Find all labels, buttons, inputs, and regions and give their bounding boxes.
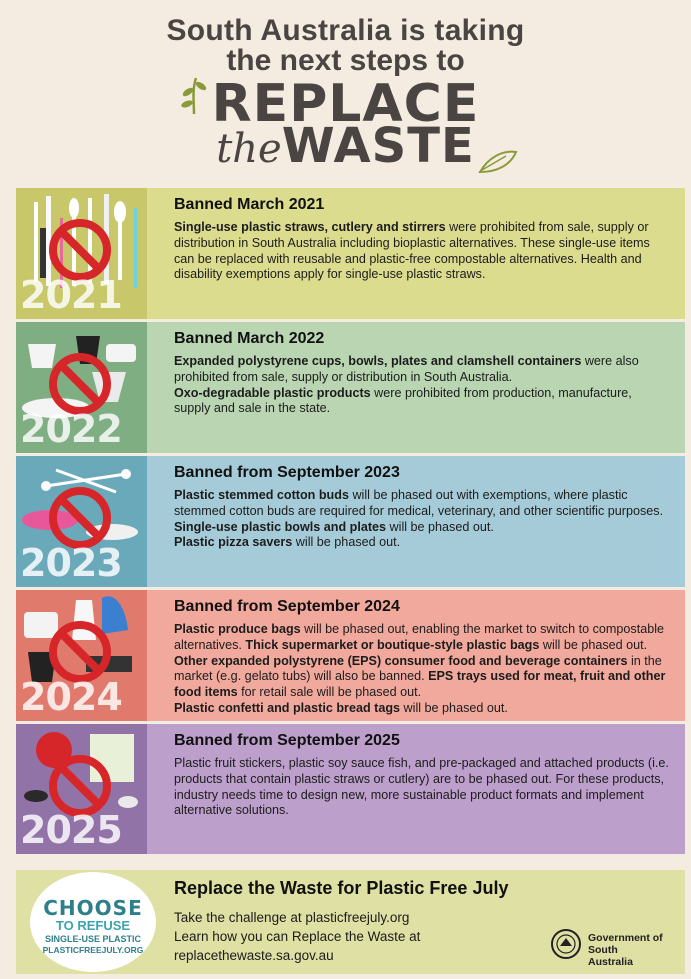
band-title: Banned March 2021 — [174, 196, 325, 213]
emphasis-text: Single-use plastic straws, cutlery and stirrers — [174, 220, 446, 234]
emphasis-text: EPS trays used for meat, fruit and other food items — [174, 669, 666, 700]
thumb-2021 — [16, 188, 147, 319]
year-label: 2024 — [20, 675, 122, 719]
leaf-icon — [478, 148, 518, 174]
poster-header — [0, 0, 691, 180]
band-body: Plastic stemmed cotton buds will be phased out with exemptions, where plastic stemmed cotton buds are required for medical, veterinary, and other scientific purposes. Single-use plastic bowls and plates will be phased out. Plastic pizza savers will be phased out. — [174, 488, 664, 550]
emphasis-text: Single-use plastic bowls and plates — [174, 519, 387, 534]
band-title: Banned from September 2024 — [174, 598, 400, 615]
band-2024 — [16, 590, 685, 721]
choose-to-refuse-badge — [30, 872, 156, 972]
header-line-2: the next steps to — [226, 44, 465, 77]
gov-line-1: Government of — [588, 932, 663, 944]
emphasis-text: Oxo-degradable plastic products — [174, 385, 371, 400]
header-replace: REPLACE — [211, 74, 480, 134]
thumb-2024 — [16, 590, 147, 721]
thumb-2023 — [16, 456, 147, 587]
header-line-1: South Australia is taking — [166, 14, 525, 47]
badge-line-1: CHOOSE — [43, 896, 143, 920]
band-body: Plastic fruit stickers, plastic soy sauce fish, and pre-packaged and attached products (i.e. products that contain plastic straws or cutlery) are to be phased out. For these products, industry needs time to design new, more sustainable product formats and implement alternative solutions. — [174, 756, 669, 818]
footer-line-1: Take the challenge at plasticfreejuly.org — [174, 910, 410, 925]
gov-line-2: South Australia — [588, 944, 633, 968]
band-title: Banned March 2022 — [174, 330, 325, 347]
band-body: Single-use plastic straws, cutlery and stirrers were prohibited from sale, supply or distribution in South Australia including bioplastic alternatives. These single-use items can be replaced with reusable and plastic-free compostable alternatives. Health and disability exemptions apply for single-use plastic straws. — [174, 220, 650, 282]
band-body: Plastic produce bags will be phased out, enabling the market to switch to compostable alternatives. Thick supermarket or boutique-style plastic bags will be phased out. Other expanded polystyrene (EPS) consumer food and beverage containers in the market (e.g. gelato tubs) will also be banned. EPS trays used for meat, fruit and other food items for retail sale will be phased out. Plastic confetti and plastic bread tags will be phased out. — [174, 622, 666, 715]
thumb-2022 — [16, 322, 147, 453]
emphasis-text: Other expanded polystyrene (EPS) consumer food and beverage containers — [174, 653, 628, 668]
band-2021 — [16, 188, 685, 319]
crest-icon — [550, 928, 582, 960]
header-the-waste — [0, 118, 691, 174]
year-label: 2021 — [20, 273, 122, 317]
band-body: Expanded polystyrene cups, bowls, plates and clamshell containers were also prohibited from sale, supply or distribution in South Australia. Oxo-degradable plastic products were prohibited from production, manufacture, supply and sale in the state. — [174, 354, 639, 416]
year-label: 2023 — [20, 541, 122, 585]
year-label: 2025 — [20, 808, 122, 852]
band-title: Banned from September 2023 — [174, 464, 400, 481]
header-the: the — [216, 126, 282, 172]
band-2025 — [16, 724, 685, 854]
band-title: Banned from September 2025 — [174, 732, 400, 749]
thumb-2025 — [16, 724, 147, 854]
badge-line-3: SINGLE-USE PLASTIC — [44, 934, 141, 944]
badge-line-4: PLASTICFREEJULY.ORG — [42, 945, 144, 955]
emphasis-text: Plastic produce bags — [174, 622, 301, 636]
badge-line-2: TO REFUSE — [55, 918, 131, 933]
emphasis-text: Plastic pizza savers — [174, 535, 293, 550]
emphasis-text: Plastic confetti and plastic bread tags — [174, 700, 401, 715]
footer — [16, 870, 685, 974]
emphasis-text: Expanded polystyrene cups, bowls, plates and clamshell containers — [174, 354, 582, 368]
footer-title: Replace the Waste for Plastic Free July — [174, 878, 509, 898]
leaf-icon — [180, 74, 210, 116]
footer-line-3: replacethewaste.sa.gov.au — [174, 948, 334, 963]
year-label: 2022 — [20, 407, 122, 451]
header-waste: WASTE — [281, 118, 475, 174]
government-logo — [550, 928, 665, 968]
band-2023 — [16, 456, 685, 587]
footer-line-2: Learn how you can Replace the Waste at — [174, 929, 421, 944]
band-2022 — [16, 322, 685, 453]
emphasis-text: Plastic stemmed cotton buds — [174, 488, 349, 502]
emphasis-text: Thick supermarket or boutique-style plastic bags — [245, 637, 540, 652]
